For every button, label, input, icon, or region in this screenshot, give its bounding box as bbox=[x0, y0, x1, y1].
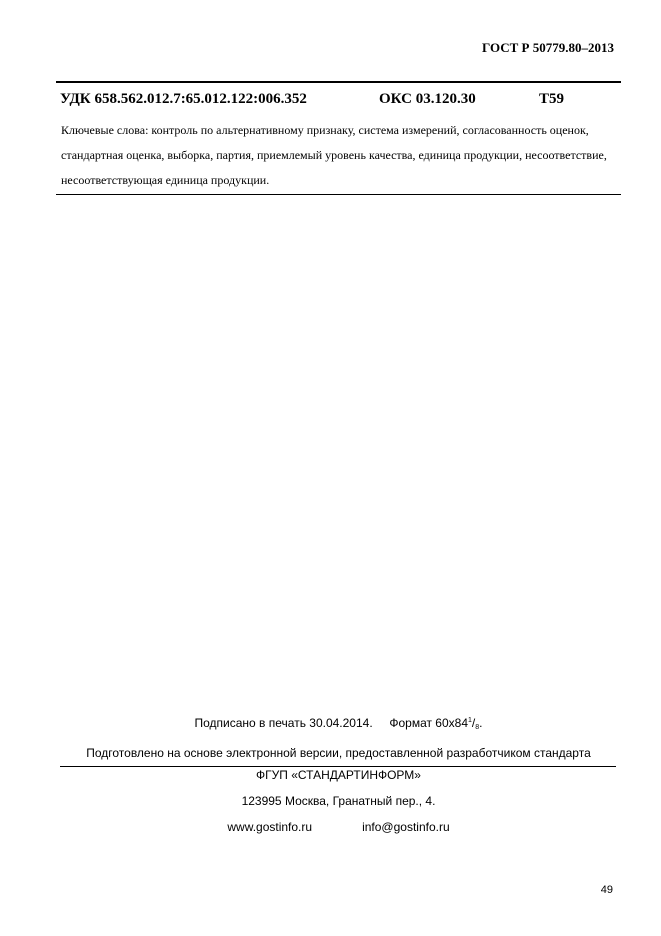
website-link[interactable]: www.gostinfo.ru bbox=[227, 820, 313, 834]
top-divider bbox=[56, 81, 621, 83]
email-link[interactable]: info@gostinfo.ru bbox=[362, 820, 450, 834]
paper-format: Формат $60x84^1/_8$. bbox=[389, 716, 483, 731]
keywords-paragraph: Ключевые слова: контроль по альтернативному признаку, система измерений, согласованность оценок, стандартная оценка, выборка, партия, приемлемый уровень качества, единица продукции, несоответствие, несоответствующая единица продукции. bbox=[61, 123, 607, 187]
oks-code: ОКС 03.120.30 bbox=[379, 91, 476, 107]
format-numerator: 1 bbox=[468, 717, 472, 724]
classification-code: Т59 bbox=[539, 91, 565, 107]
document-code: ГОСТ Р 50779.80–2013 bbox=[482, 40, 614, 55]
page-number: 49 bbox=[600, 884, 613, 896]
imprint-divider bbox=[60, 766, 616, 767]
print-signing-line bbox=[56, 716, 621, 730]
format-label: Формат 60x84 bbox=[389, 716, 468, 730]
publisher-contacts bbox=[56, 820, 621, 834]
signed-date: Подписано в печать 30.04.2014. bbox=[194, 716, 373, 730]
prepared-note: Подготовлено на основе электронной версии, предоставленной разработчиком стандарта bbox=[86, 746, 591, 760]
publisher-address: 123995 Москва, Гранатный пер., 4. bbox=[241, 794, 436, 808]
udk-code: УДК 658.562.012.7:65.012.122:006.352 bbox=[60, 91, 307, 107]
keywords-divider bbox=[56, 194, 621, 195]
format-denominator: 8 bbox=[475, 724, 480, 731]
publisher-name: ФГУП «СТАНДАРТИНФОРМ» bbox=[256, 768, 421, 782]
format-period: . bbox=[479, 716, 483, 730]
